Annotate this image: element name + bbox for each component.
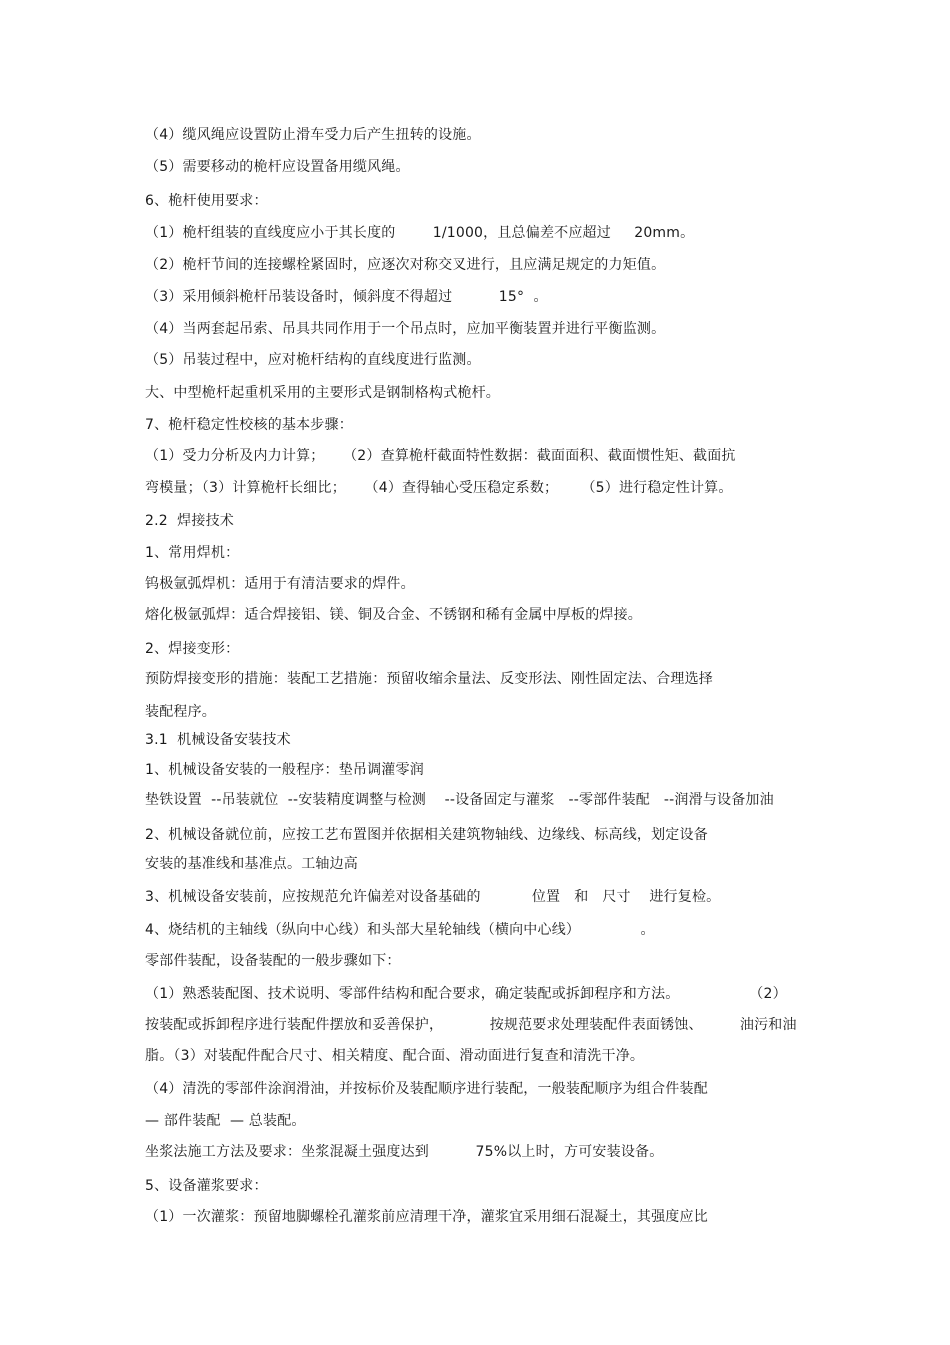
text-line: 大、中型桅杆起重机采用的主要形式是钢制格构式桅杆。 (145, 385, 500, 401)
text-line: 垫铁设置 --吊装就位 --安装精度调整与检测 --设备固定与灌浆 --零部件装配 --润滑与设备加油 (145, 792, 774, 808)
text-line: 熔化极氩弧焊：适合焊接铝、镁、铜及合金、不锈钢和稀有金属中厚板的焊接。 (145, 607, 642, 623)
section-heading: 7、桅杆稳定性校核的基本步骤： (145, 417, 353, 433)
text-line: （1）一次灌浆：预留地脚螺栓孔灌浆前应清理干净，灌浆宜采用细石混凝土，其强度应比 (145, 1209, 708, 1225)
text-line: 装配程序。 (145, 704, 216, 720)
text-line: （1）熟悉装配图、技术说明、零部件结构和配合要求，确定装配或拆卸程序和方法。 （2） (145, 986, 787, 1002)
section-heading: 1、常用焊机： (145, 545, 240, 561)
text-line: 弯模量；（3）计算桅杆长细比； （4）查得轴心受压稳定系数； （5）进行稳定性计算。 (145, 480, 733, 496)
text-line: 2、机械设备就位前，应按工艺布置图并依据相关建筑物轴线、边缘线、标高线，划定设备 (145, 827, 708, 843)
text-line: 坐浆法施工方法及要求：坐浆混凝土强度达到 75%以上时，方可安装设备。 (145, 1144, 664, 1160)
section-heading: 2、焊接变形： (145, 641, 240, 657)
text-line: 钨极氩弧焊机：适用于有清洁要求的焊件。 (145, 576, 415, 592)
text-line: 安装的基准线和基准点。工轴边高 (145, 856, 358, 872)
text-line: 预防焊接变形的措施：装配工艺措施：预留收缩余量法、反变形法、刚性固定法、合理选择 (145, 671, 713, 687)
text-line: （1）桅杆组装的直线度应小于其长度的 1/1000，且总偏差不应超过 20mm。 (145, 225, 695, 241)
text-line: （4）缆风绳应设置防止滑车受力后产生扭转的设施。 (145, 127, 481, 143)
text-line: 4、烧结机的主轴线（纵向中心线）和头部大星轮轴线（横向中心线） 。 (145, 922, 655, 938)
text-line: 零部件装配，设备装配的一般步骤如下： (145, 953, 401, 969)
text-line: （4）当两套起吊索、吊具共同作用于一个吊点时，应加平衡装置并进行平衡监测。 (145, 321, 666, 337)
text-line: （1）受力分析及内力计算； （2）查算桅杆截面特性数据：截面面积、截面惯性矩、截面抗 (145, 448, 736, 464)
text-line: （2）桅杆节间的连接螺栓紧固时，应逐次对称交叉进行，且应满足规定的力矩值。 (145, 257, 666, 273)
section-heading: 2.2 焊接技术 (145, 513, 234, 529)
text-line: （3）采用倾斜桅杆吊装设备时，倾斜度不得超过 15° 。 (145, 289, 548, 305)
text-line: 按装配或拆卸程序进行装配件摆放和妥善保护， 按规范要求处理装配件表面锈蚀、 油污和油 (145, 1017, 797, 1033)
section-heading: 3.1 机械设备安装技术 (145, 732, 291, 748)
text-line: （4）清洗的零部件涂润滑油，并按标价及装配顺序进行装配，一般装配顺序为组合件装配 (145, 1081, 708, 1097)
text-line: 3、机械设备安装前，应按规范允许偏差对设备基础的 位置 和 尺寸 进行复检。 (145, 889, 721, 905)
text-line: — 部件装配 — 总装配。 (145, 1113, 306, 1129)
section-heading: 5、设备灌浆要求： (145, 1178, 268, 1194)
section-heading: 1、机械设备安装的一般程序：垫吊调灌零润 (145, 762, 424, 778)
text-line: （5）吊装过程中，应对桅杆结构的直线度进行监测。 (145, 352, 481, 368)
text-line: （5）需要移动的桅杆应设置备用缆风绳。 (145, 159, 410, 175)
section-heading: 6、桅杆使用要求： (145, 193, 268, 209)
text-line: 脂。（3）对装配件配合尺寸、相关精度、配合面、滑动面进行复查和清洗干净。 (145, 1048, 645, 1064)
